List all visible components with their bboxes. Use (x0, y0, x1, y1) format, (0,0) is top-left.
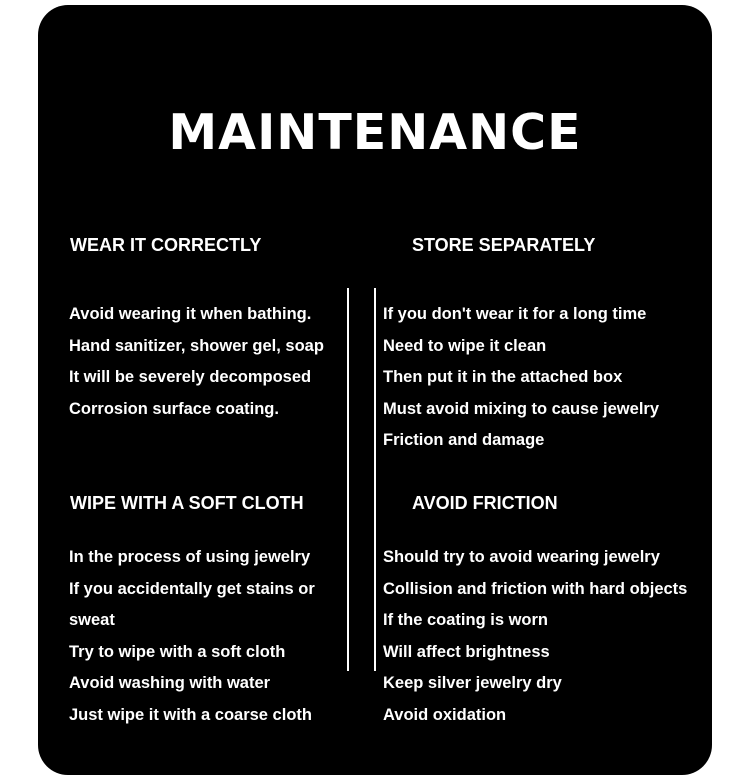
section-line: Corrosion surface coating. (69, 399, 279, 418)
section-line: It will be severely decomposed (69, 368, 312, 386)
section-lines (69, 299, 324, 425)
section-heading: WEAR IT CORRECTLY (70, 235, 262, 255)
section-line: If you don't wear it for a long time (383, 305, 647, 323)
section-line: Avoid washing with water (69, 674, 271, 692)
section-heading: STORE SEPARATELY (412, 235, 596, 255)
section-lines (383, 299, 659, 457)
section-heading: WIPE WITH A SOFT CLOTH (70, 493, 304, 513)
section-line: Hand sanitizer, shower gel, soap (69, 336, 324, 355)
section-line: If you accidentally get stains or (69, 579, 315, 598)
section-lines (383, 542, 687, 731)
section-line: If the coating is worn (383, 611, 549, 629)
section-line: Need to wipe it clean (383, 336, 547, 355)
page-title: MAINTENANCE (168, 104, 582, 161)
section-line: sweat (69, 611, 115, 629)
section-line: Should try to avoid wearing jewelry (383, 548, 660, 566)
section-line: Avoid wearing it when bathing. (69, 305, 312, 323)
section-line: Then put it in the attached box (383, 368, 623, 386)
section-line: Just wipe it with a coarse cloth (69, 705, 312, 724)
section-line: In the process of using jewelry (69, 548, 311, 566)
section-lines (69, 542, 315, 731)
column-divider-left (347, 288, 349, 671)
section-line: Friction and damage (383, 431, 545, 449)
section-line: Try to wipe with a soft cloth (69, 642, 286, 661)
section-line: Will affect brightness (383, 642, 550, 661)
section-line: Avoid oxidation (383, 705, 507, 724)
section-line: Must avoid mixing to cause jewelry (383, 399, 659, 418)
section-heading: AVOID FRICTION (412, 493, 558, 513)
section-line: Keep silver jewelry dry (383, 674, 562, 692)
section-line: Collision and friction with hard objects (383, 579, 688, 598)
column-divider-right (374, 288, 376, 671)
